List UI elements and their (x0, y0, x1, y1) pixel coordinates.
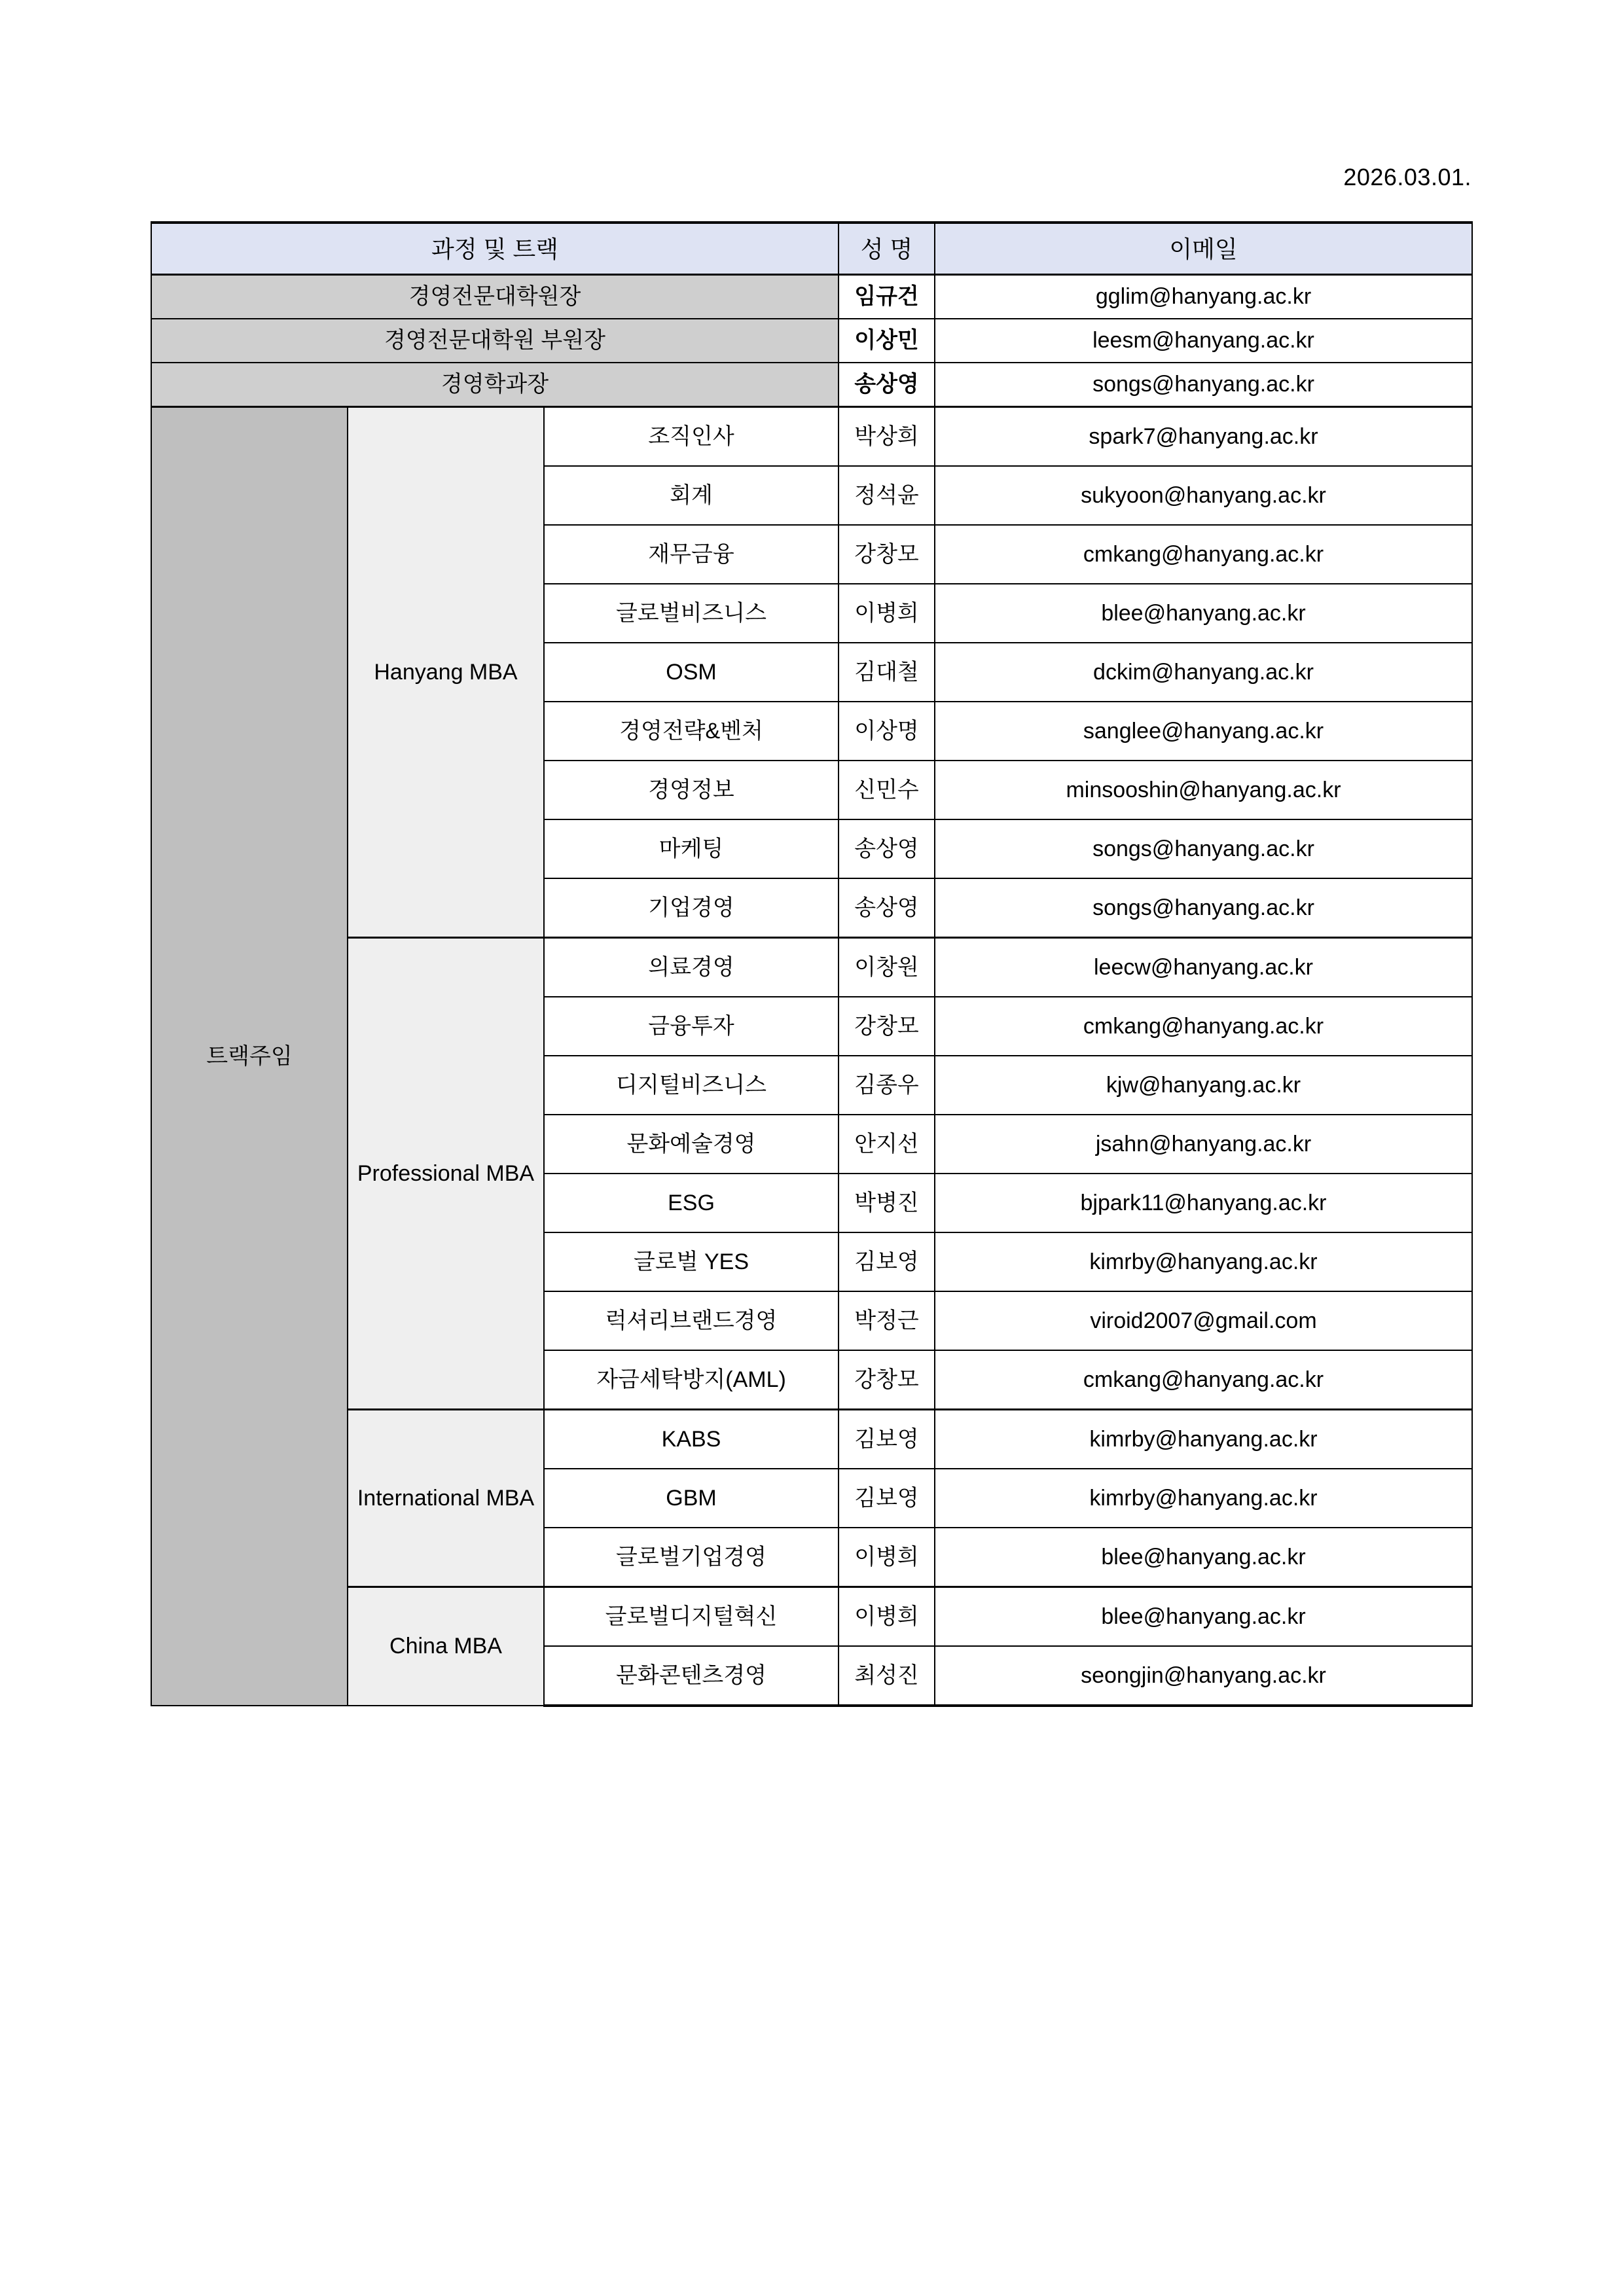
table-row (151, 1410, 1472, 1469)
track-name: 경영정보 (544, 761, 839, 819)
track-name: 마케팅 (544, 819, 839, 878)
track-name: 글로벌비즈니스 (544, 584, 839, 643)
professor-name: 박정근 (839, 1291, 935, 1350)
professor-name: 김보영 (839, 1410, 935, 1469)
professor-name: 박병진 (839, 1174, 935, 1232)
officer-email: gglim@hanyang.ac.kr (935, 275, 1472, 319)
track-name: 자금세탁방지(AML) (544, 1350, 839, 1410)
professor-name: 신민수 (839, 761, 935, 819)
track-name: 조직인사 (544, 407, 839, 467)
program-group-label: Hanyang MBA (348, 407, 544, 938)
column-header-name: 성 명 (839, 223, 935, 275)
track-name: KABS (544, 1410, 839, 1469)
track-name: 럭셔리브랜드경영 (544, 1291, 839, 1350)
officer-email: songs@hanyang.ac.kr (935, 363, 1472, 407)
officer-title: 경영전문대학원 부원장 (151, 319, 839, 363)
professor-email: cmkang@hanyang.ac.kr (935, 525, 1472, 584)
professor-name: 이창원 (839, 938, 935, 997)
officer-email: leesm@hanyang.ac.kr (935, 319, 1472, 363)
professor-name: 정석윤 (839, 466, 935, 525)
professor-email: leecw@hanyang.ac.kr (935, 938, 1472, 997)
table-row (151, 363, 1472, 407)
professor-email: bjpark11@hanyang.ac.kr (935, 1174, 1472, 1232)
professor-email: kimrby@hanyang.ac.kr (935, 1410, 1472, 1469)
table-row (151, 938, 1472, 997)
column-header-email: 이메일 (935, 223, 1472, 275)
professor-email: jsahn@hanyang.ac.kr (935, 1115, 1472, 1174)
professor-name: 강창모 (839, 525, 935, 584)
officer-title: 경영학과장 (151, 363, 839, 407)
professor-email: kimrby@hanyang.ac.kr (935, 1469, 1472, 1528)
track-name: GBM (544, 1469, 839, 1528)
column-header-course-track: 과정 및 트랙 (151, 223, 839, 275)
track-name: 의료경영 (544, 938, 839, 997)
professor-name: 김대철 (839, 643, 935, 702)
professor-email: songs@hanyang.ac.kr (935, 878, 1472, 938)
table-header-row (151, 223, 1472, 275)
officer-title: 경영전문대학원장 (151, 275, 839, 319)
track-name: 회계 (544, 466, 839, 525)
professor-email: spark7@hanyang.ac.kr (935, 407, 1472, 467)
professor-email: dckim@hanyang.ac.kr (935, 643, 1472, 702)
professor-name: 이병희 (839, 1528, 935, 1587)
officer-name: 송상영 (839, 363, 935, 407)
professor-name: 강창모 (839, 1350, 935, 1410)
professor-name: 송상영 (839, 819, 935, 878)
track-name: 금융투자 (544, 997, 839, 1056)
professor-email: blee@hanyang.ac.kr (935, 1587, 1472, 1647)
document-date: 2026.03.01. (1343, 164, 1471, 190)
officer-name: 이상민 (839, 319, 935, 363)
professor-name: 김종우 (839, 1056, 935, 1115)
track-name: 문화콘텐츠경영 (544, 1646, 839, 1706)
track-name: 글로벌디지털혁신 (544, 1587, 839, 1647)
professor-name: 이상명 (839, 702, 935, 761)
professor-name: 안지선 (839, 1115, 935, 1174)
lead-role-label: 트랙주임 (151, 407, 348, 1706)
professor-email: seongjin@hanyang.ac.kr (935, 1646, 1472, 1706)
track-name: 기업경영 (544, 878, 839, 938)
professor-email: sanglee@hanyang.ac.kr (935, 702, 1472, 761)
table-body (151, 275, 1472, 1706)
professor-name: 강창모 (839, 997, 935, 1056)
professor-name: 이병희 (839, 1587, 935, 1647)
table-row (151, 275, 1472, 319)
professor-name: 이병희 (839, 584, 935, 643)
professor-name: 김보영 (839, 1232, 935, 1291)
professor-email: songs@hanyang.ac.kr (935, 819, 1472, 878)
professor-email: minsooshin@hanyang.ac.kr (935, 761, 1472, 819)
professor-email: blee@hanyang.ac.kr (935, 584, 1472, 643)
table-row (151, 319, 1472, 363)
track-name: 글로벌기업경영 (544, 1528, 839, 1587)
table-row (151, 407, 1472, 467)
program-group-label: China MBA (348, 1587, 544, 1706)
professor-name: 최성진 (839, 1646, 935, 1706)
professor-email: sukyoon@hanyang.ac.kr (935, 466, 1472, 525)
track-name: 디지털비즈니스 (544, 1056, 839, 1115)
faculty-roster-table (151, 221, 1473, 1707)
track-name: ESG (544, 1174, 839, 1232)
professor-name: 박상희 (839, 407, 935, 467)
table-row (151, 1587, 1472, 1647)
professor-email: blee@hanyang.ac.kr (935, 1528, 1472, 1587)
program-group-label: International MBA (348, 1410, 544, 1587)
track-name: 경영전략&벤처 (544, 702, 839, 761)
track-name: 글로벌 YES (544, 1232, 839, 1291)
track-name: 문화예술경영 (544, 1115, 839, 1174)
professor-email: viroid2007@gmail.com (935, 1291, 1472, 1350)
track-name: OSM (544, 643, 839, 702)
professor-name: 송상영 (839, 878, 935, 938)
professor-email: kjw@hanyang.ac.kr (935, 1056, 1472, 1115)
professor-email: cmkang@hanyang.ac.kr (935, 997, 1472, 1056)
officer-name: 임규건 (839, 275, 935, 319)
professor-email: kimrby@hanyang.ac.kr (935, 1232, 1472, 1291)
professor-name: 김보영 (839, 1469, 935, 1528)
professor-email: cmkang@hanyang.ac.kr (935, 1350, 1472, 1410)
track-name: 재무금융 (544, 525, 839, 584)
program-group-label: Professional MBA (348, 938, 544, 1410)
